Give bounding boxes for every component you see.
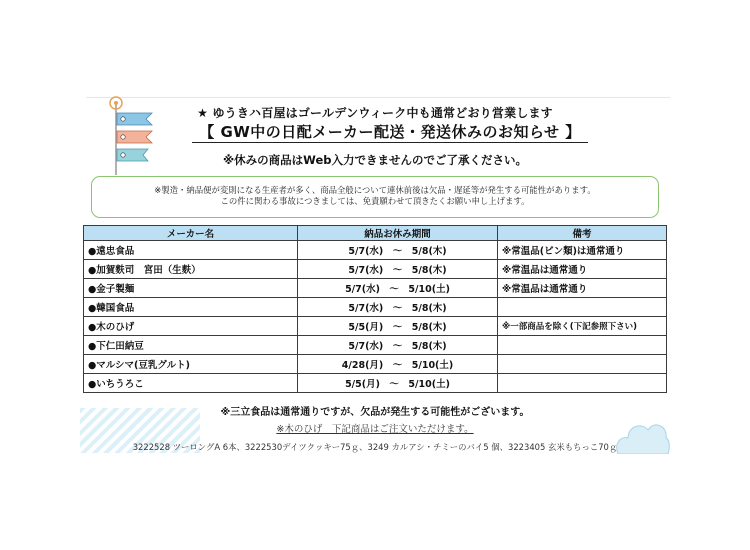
remark — [498, 298, 667, 317]
remark: ※一部商品を除く(下記参照下さい) — [498, 317, 667, 336]
header-period: 納品お休み期間 — [298, 226, 498, 241]
table-row — [84, 298, 667, 317]
table-row — [84, 355, 667, 374]
remark: ※常温品は通常通り — [498, 260, 667, 279]
table-header-row — [84, 226, 667, 241]
remark — [498, 374, 667, 393]
table-row — [84, 260, 667, 279]
title-underline — [192, 142, 588, 143]
remark — [498, 336, 667, 355]
header-maker: メーカー名 — [84, 226, 298, 241]
remark: ※常温品(ビン類)は通常通り — [498, 241, 667, 260]
notice-line-1: ※製造・納品便が変則になる生産者が多く、商品全般について連休前後は欠品・遅延等が発生する可能性があります。 — [154, 185, 596, 195]
headline: ★ ゆうきハ百屋はゴールデンウィーク中も通常どおり営業します — [197, 106, 553, 120]
top-divider — [86, 97, 670, 98]
header-remarks: 備考 — [498, 226, 667, 241]
maker-name: ●韓国食品 — [84, 298, 298, 317]
mokunohige-note-text: ※木のひげ 下記商品はご注文いただけます。 — [276, 424, 474, 435]
holiday-schedule-table — [83, 225, 667, 393]
holiday-period: 5/7(水) ～ 5/8(木) — [298, 336, 498, 355]
holiday-period: 5/5(月) ～ 5/8(木) — [298, 317, 498, 336]
holiday-period: 5/7(水) ～ 5/8(木) — [298, 298, 498, 317]
holiday-period: 4/28(月) ～ 5/10(土) — [298, 355, 498, 374]
table-row — [84, 317, 667, 336]
holiday-period: 5/7(水) ～ 5/8(木) — [298, 241, 498, 260]
maker-name: ●遠忠食品 — [84, 241, 298, 260]
maker-name: ●金子製麺 — [84, 279, 298, 298]
remark: ※常温品は通常通り — [498, 279, 667, 298]
table-row — [84, 279, 667, 298]
product-list: 3222528 ツーロングA 6本、3222530デイツクッキー75ｇ、3249 カルアシ・チミーのバイ5 個、3223405 玄米もちっこ70ｇ — [132, 442, 618, 452]
mokunohige-note — [0, 421, 750, 435]
table-row — [84, 241, 667, 260]
maker-name: ●いちうろこ — [84, 374, 298, 393]
remark — [498, 355, 667, 374]
maker-name: ●加賀麩司 宮田（生麩） — [84, 260, 298, 279]
maker-name: ●下仁田納豆 — [84, 336, 298, 355]
web-note: ※休みの商品はWeb入力できませんのでご了承ください。 — [223, 153, 527, 167]
page-title: 【 GW中の日配メーカー配送・発送休みのお知らせ 】 — [199, 123, 581, 141]
table-row — [84, 374, 667, 393]
holiday-period: 5/7(水) ～ 5/8(木) — [298, 260, 498, 279]
holiday-period: 5/5(月) ～ 5/10(土) — [298, 374, 498, 393]
table-row — [84, 336, 667, 355]
maker-name: ●マルシマ(豆乳グルト) — [84, 355, 298, 374]
holiday-period: 5/7(水) ～ 5/10(土) — [298, 279, 498, 298]
notice-line-2: この件に関わる事故につきましては、免責願わせて頂きたくお願い申し上げます。 — [220, 196, 530, 206]
notice-box — [91, 176, 659, 218]
maker-name: ●木のひげ — [84, 317, 298, 336]
sanritsu-note: ※三立食品は通常通りですが、欠品が発生する可能性がございます。 — [220, 407, 530, 418]
